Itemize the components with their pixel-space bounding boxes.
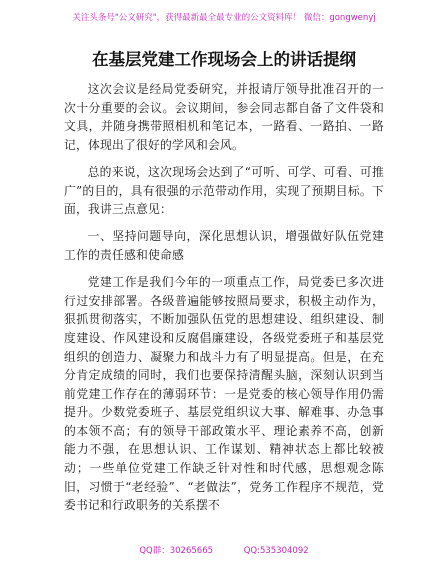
paragraph-section-1-body: 党建工作是我们今年的一项重点工作，局党委已多次进行过安排部署。各级普遍能够按照局要求，积极主动作为，狠抓贯彻落实，不断加强队伍党的思想建设、组织建设、制度建设、作风建设和反腐倡廉建设，各级党委班子和基层党组织的创造力、凝聚力和战斗力有了明显提高。但是，在充分肯定成绩的同时，我们也要保持清醒头脑，深刻认识到当前党建工作存在的薄弱环节：一是党委的核心领导作用仍需提升。少数党委班子、基层党组织议大事、解难事、办急事的本领不高；有的领导干部政策水平、理论素养不高，创新能力不强，在思想认识、工作谋划、精神状态上都比较被动；一些单位党建工作缺乏针对性和时代感，思想观念陈旧，习惯于“老经验”、“老做法”，党务工作程序不规范，党委书记和行政职务的关系摆不: [64, 275, 384, 513]
footer-qq-number: QQ:535304092: [243, 546, 309, 556]
paragraph-summary: 总的来说，这次现场会达到了“可听、可学、可看、可推广”的目的，具有很强的示范带动作用，实现了预期目标。下面，我讲三点意见：: [64, 164, 384, 217]
paragraph-intro: 这次会议是经局党委研究，并报请厅领导批准召开的一次十分重要的会议。会议期间，参会同志都自备了文件袋和文具，并随身携带照相机和笔记本，一路看、一路拍、一路记，体现出了很好的学风和会风。: [64, 82, 384, 152]
section-heading-1: 一、坚持问题导向，深化思想认识，增强做好队伍党建工作的责任感和使命感: [64, 229, 384, 262]
footer-qq-group: QQ群：30265665: [139, 546, 214, 556]
page-title: 在基层党建工作现场会上的讲话提纲: [92, 50, 356, 69]
header-banner: 关注头条号"公文研究"，获得最新最全最专业的公文资料库！ 微信：gongwenyj: [72, 13, 376, 23]
document-body: [64, 80, 384, 523]
footer-contact: [0, 544, 448, 556]
